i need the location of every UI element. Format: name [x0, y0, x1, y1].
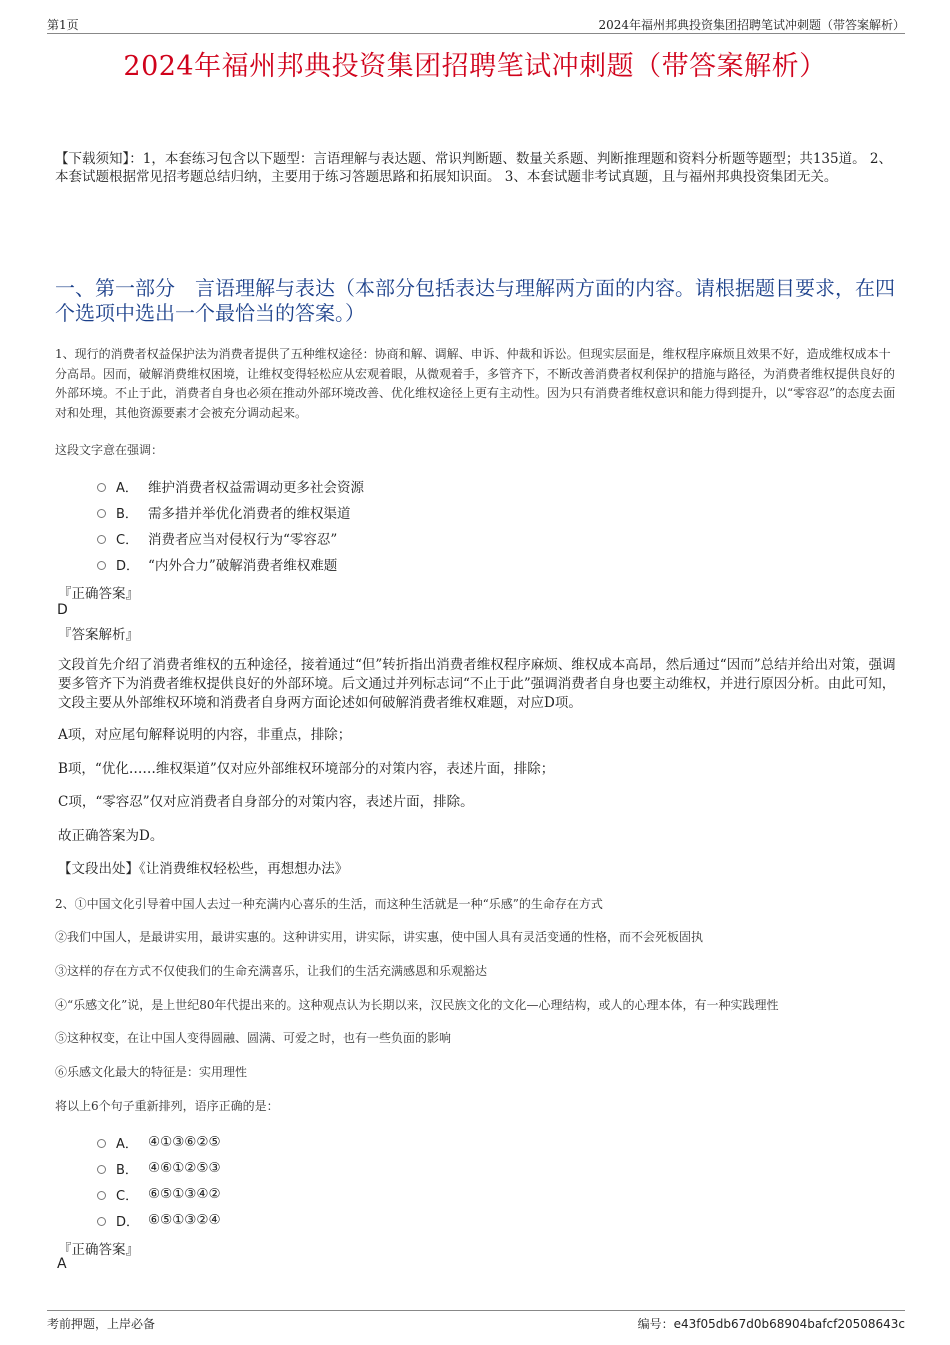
option-a[interactable]: A． 维护消费者权益需调动更多社会资源	[97, 473, 797, 499]
code-label: 编号：	[637, 1317, 674, 1331]
correct-answer: D	[57, 602, 68, 618]
question-1-text: 1、现行的消费者权益保护法为消费者提供了五种维权途径：协商和解、调解、申诉、仲裁和诉讼。但现实层面是，维权程序麻烦且效果不好，造成维权成本十分高昂。因而，破解消费维权困境，让维权变得轻松应从宏观着眼，从微观着手，多管齐下，不断改善消费者权利保护的措施与路径，为消费者维权提供良好的外部环境。不止于此，消费者自身也必须在推动外部环境改善、优化维权途径上更有主动性。因为只有消费者维权意识和能力得到提升，以“零容忍”的态度去面对和处理，其他资源要素才会被充分调动起来。	[55, 347, 896, 420]
radio-icon[interactable]	[97, 535, 106, 544]
radio-icon[interactable]	[97, 509, 106, 518]
analysis-paragraph: 文段首先介绍了消费者维权的五种途径，接着通过“但”转折指出消费者维权程序麻烦、维权成本高昂，然后通过“因而”总结并给出对策，强调要多管齐下为消费者维权提供良好的外部环境。后文通过并列标志词“不止于此”强调消费者自身也要主动维权，并进行原因分析。由此可知，文段主要从外部维权环境和消费者自身两方面论述如何破解消费者维权难题，对应D项。	[58, 657, 896, 711]
option-d[interactable]: D． ⑥⑤①③②④	[97, 1207, 797, 1233]
footer-slogan: 考前押题，上岸必备	[47, 1317, 156, 1331]
radio-icon[interactable]	[97, 1165, 106, 1174]
analysis-option-b: B项，“优化……维权渠道”仅对应外部维权环境部分的对策内容，表述片面，排除；	[58, 761, 555, 777]
analysis-tag: 『答案解析』	[58, 627, 139, 643]
analysis-option-c: C项，“零容忍”仅对应消费者自身部分的对策内容，表述片面，排除。	[58, 794, 474, 810]
question-2-sentence-6: ⑥乐感文化最大的特征是：实用理性	[55, 1065, 248, 1079]
radio-icon[interactable]	[97, 483, 106, 492]
answer-tag: 『正确答案』	[58, 1242, 139, 1258]
page-title: 2024年福州邦典投资集团招聘笔试冲刺题（带答案解析）	[123, 51, 827, 82]
question-2-sentence-4: ④“乐感文化”说，是上世纪80年代提出来的。这种观点认为长期以来，汉民族文化的文化—心理结构，或人的心理本体，有一种实践理性	[55, 998, 779, 1012]
analysis-conclusion: 故正确答案为D。	[58, 828, 164, 844]
question-1-options	[97, 473, 797, 577]
question-1-prompt: 这段文字意在强调：	[55, 443, 164, 457]
option-b[interactable]: B． ④⑥①②⑤③	[97, 1155, 797, 1181]
page-header	[47, 14, 905, 34]
question-2-prompt: 将以上6个句子重新排列，语序正确的是：	[55, 1099, 279, 1113]
page-footer	[47, 1310, 905, 1330]
page-number: 第1页	[47, 18, 79, 32]
question-2-sentence-3: ③这样的存在方式不仅使我们的生命充满喜乐，让我们的生活充满感恩和乐观豁达	[55, 964, 488, 978]
passage-source: 【文段出处】《让消费维权轻松些，再想想办法》	[58, 861, 349, 877]
radio-icon[interactable]	[97, 1191, 106, 1200]
option-c[interactable]: C． ⑥⑤①③④②	[97, 1181, 797, 1207]
footer-code	[638, 1315, 905, 1332]
question-2-sentence-1: 2、①中国文化引导着中国人去过一种充满内心喜乐的生活，而这种生活就是一种“乐感”的生命存在方式	[55, 897, 603, 911]
option-a[interactable]: A． ④①③⑥②⑤	[97, 1129, 797, 1155]
code-value: e43f05db67d0b68904bafcf20508643c	[673, 1317, 905, 1331]
option-b[interactable]: B． 需多措并举优化消费者的维权渠道	[97, 499, 797, 525]
correct-answer: A	[57, 1256, 67, 1272]
analysis-option-a: A项，对应尾句解释说明的内容，非重点，排除；	[58, 727, 352, 743]
download-notice: 【下载须知】：1，本套练习包含以下题型：言语理解与表达题、常识判断题、数量关系题、判断推理题和资料分析题等题型；共135道。 2、本套试题根据常见招考题总结归纳，主要用于练习答题思路和拓展知识面。 3、本套试题非考试真题，且与福州邦典投资集团无关。	[55, 151, 892, 185]
radio-icon[interactable]	[97, 1217, 106, 1226]
radio-icon[interactable]	[97, 561, 106, 570]
option-d[interactable]: D． “内外合力”破解消费者维权难题	[97, 551, 797, 577]
section-heading: 一、第一部分 言语理解与表达（本部分包括表达与理解两方面的内容。请根据题目要求，在四个选项中选出一个最恰当的答案。）	[55, 276, 895, 325]
question-2-sentence-2: ②我们中国人，是最讲实用，最讲实惠的。这种讲实用，讲实际，讲实惠，使中国人具有灵活变通的性格，而不会死板固执	[55, 930, 704, 944]
question-2-options	[97, 1129, 797, 1233]
question-2-sentence-5: ⑤这种权变，在让中国人变得圆融、圆满、可爱之时，也有一些负面的影响	[55, 1031, 452, 1045]
answer-tag: 『正确答案』	[58, 586, 139, 602]
header-doc-title: 2024年福州邦典投资集团招聘笔试冲刺题（带答案解析）	[598, 18, 905, 32]
radio-icon[interactable]	[97, 1139, 106, 1148]
option-c[interactable]: C． 消费者应当对侵权行为“零容忍”	[97, 525, 797, 551]
